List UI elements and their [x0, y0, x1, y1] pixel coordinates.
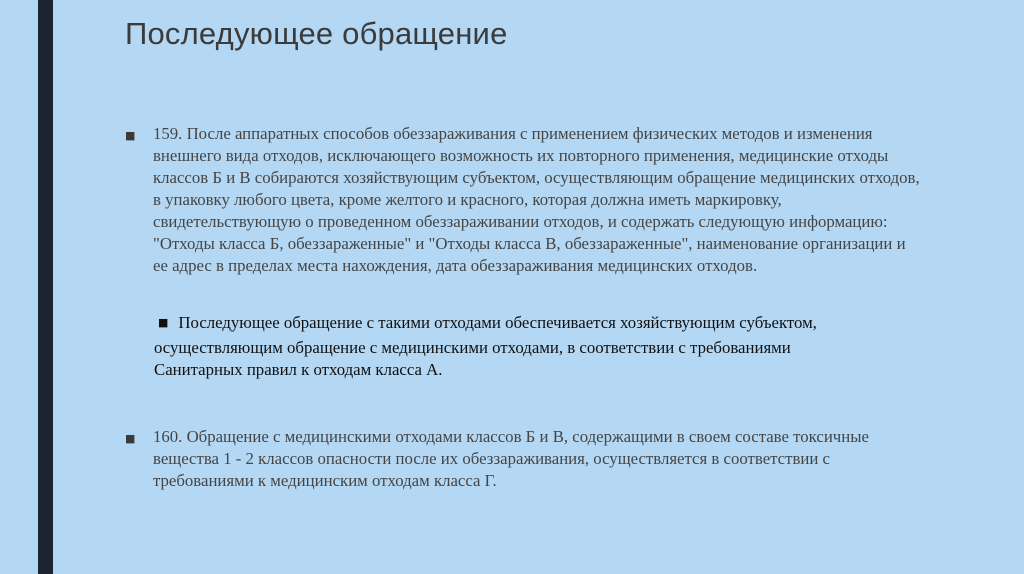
- bullet-text: 159. После аппаратных способов обеззараживания с применением физических методов и изменения внешнего вида отходов, исключающего возможность их повторного применения, медицинские отходы классов Б и В собираются хозяйствующим субъектом, осуществляющим обращение медицинских отходов, в упаковку любого цвета, кроме желтого и красного, которая должна иметь маркировку, свидетельствующую о проведенном обеззараживании отходов, и содержать следующую информацию: "Отходы класса Б, обеззараженные" и "Отходы класса В, обеззараженные", наименование организации и ее адрес в пределах места нахождения, дата обеззараживания медицинских отходов.: [153, 124, 920, 275]
- square-bullet-icon: ■: [125, 129, 136, 142]
- square-bullet-icon: ■: [125, 432, 136, 445]
- accent-bar: [38, 0, 53, 574]
- slide-title: Последующее обращение: [125, 16, 508, 51]
- sub-bullet-item: [154, 312, 874, 382]
- square-bullet-icon: ■: [158, 316, 169, 329]
- sub-bullet-text: Последующее обращение с такими отходами обеспечивается хозяйствующим субъектом, осуществляющим обращение с медицинскими отходами, в соответствии с требованиями Санитарных правил к отходам класса А.: [154, 313, 817, 379]
- bullet-text: 160. Обращение с медицинскими отходами классов Б и В, содержащими в своем составе токсичные вещества 1 - 2 классов опасности после их обеззараживания, осуществляется в соответствии с требованиями к медицинским отходам класса Г.: [153, 427, 869, 490]
